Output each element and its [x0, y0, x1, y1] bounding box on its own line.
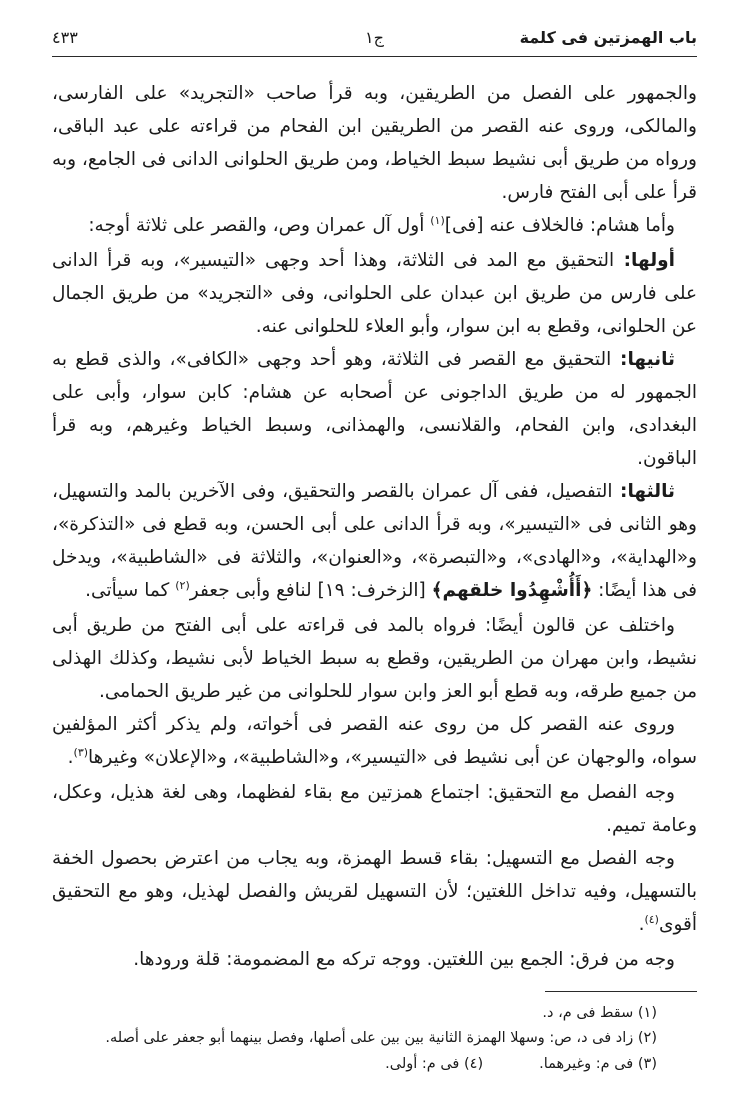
footnote-marker: (٣): [73, 745, 89, 759]
paragraph-text: التحقيق مع المد فى الثلاثة، وهذا أحد وجهى «التيسير»، وبه قرأ الدانى على فارس من طريق ابن عبدان على الحلوانى، وفى «التجريد» من طريق الجمال عن الحلوانى، وقطع به ابن سوار، وأبو العلاء للحلوانى عنه.: [52, 249, 697, 337]
footnote: [539, 1056, 657, 1072]
paragraph-text: وروى عنه القصر كل من روى عنه القصر فى أخواته، ولم يذكر أكثر المؤلفين سواه، والوجهان عن أبى نشيط فى «التيسير»، و«الشاطبية»، و«الإعلان» وغيرها: [52, 713, 697, 768]
footnote-line: [52, 1026, 657, 1052]
paragraph: [52, 842, 697, 943]
footnote-number: (١): [633, 1004, 657, 1021]
paragraph-text: كما سيأتى.: [85, 579, 176, 601]
paragraph: [52, 475, 697, 609]
paragraph-text: وجه الفصل مع التحقيق: اجتماع همزتين مع بقاء لفظهما، وهى لغة هذيل، وعكل، وعامة تميم.: [52, 781, 697, 836]
paragraph-text: واختلف عن قالون أيضًا: فرواه بالمد فى قراءته على أبى الفتح من طريق أبى نشيط، وابن مهران من الطريقين، وقطع به سبط الخياط لأبى نشيط، وكذلك الهذلى من جميع طرقه، وبه قطع أبو العز وابن سوار للحلوانى من غير طريق الحمامى.: [52, 614, 697, 702]
paragraph-text: التحقيق مع القصر فى الثلاثة، وهو أحد وجهى «الكافى»، والذى قطع به الجمهور له من طريق الداجونى عن أصحابه عن هشام: كابن سوار، وأبى على البغدادى، وابن الفحام، والقلانسى، والهمذانى، وسبط الخياط وغيرهم، وبه قرأ الباقون.: [52, 348, 697, 469]
paragraph: [52, 209, 697, 244]
paragraph-text: والجمهور على الفصل من الطريقين، وبه قرأ صاحب «التجريد» على الفارسى، والمالكى، وروى عنه القصر من الطريقين ابن الفحام من قراءته على عبد الباقى، ورواه من طريق أبى نشيط سبط الخياط، ومن طريق الحلوانى الدانى فى الجامع، وبه قرأ على أبى الفتح فارس.: [52, 82, 697, 203]
footnote-text: زاد فى د، ص: وسهلا الهمزة الثانية بين بين على أصلها، وفصل بينهما أبو جعفر على أصله.: [105, 1030, 634, 1047]
footnote-marker: (٢): [175, 578, 190, 592]
body-text: [52, 77, 697, 976]
footnote-separator: [545, 991, 697, 992]
footnote-number: (٤): [459, 1055, 484, 1072]
header-rule: [52, 56, 697, 57]
paragraph-text: .: [638, 913, 645, 935]
paragraph-text: .: [67, 746, 74, 768]
footnote: [385, 1056, 483, 1072]
quran-quote: ﴿أَأُشْهِدُوا خلقهم﴾: [431, 579, 593, 601]
page-number: ٤٣٣: [52, 28, 78, 47]
paragraph-text: وأما هشام: فالخلاف عنه [فى]: [444, 214, 675, 236]
footnote-line: [52, 1052, 657, 1078]
chapter-title: باب الهمزتين فى كلمة: [519, 28, 697, 47]
paragraph: [52, 776, 697, 842]
paragraph-lead: ثانيها:: [611, 348, 676, 370]
footnote-text: فى م: أولى.: [385, 1055, 460, 1072]
paragraph-text: [الزخرف: ١٩] لنافع وأبى جعفر: [189, 579, 432, 601]
paragraph-text: التفصيل، ففى آل عمران بالقصر والتحقيق، وفى الآخرين بالمد والتسهيل، وهو الثانى فى «التيسير»، وبه قرأ الدانى على أبى الحسن، وبه قطع فى «التذكرة»، و«الهداية»، و«الهادى»، و«التبصرة»، و«العنوان»، والثلاثة فى «الشاطبية»، ويدخل فى هذا أيضًا:: [52, 480, 697, 601]
paragraph: [52, 708, 697, 776]
paragraph: [52, 609, 697, 708]
footnote-text: فى م: وغيرهما.: [539, 1055, 634, 1072]
paragraph-text: وجه الفصل مع التسهيل: بقاء قسط الهمزة، وبه يجاب من اعترض بحصول الخفة بالتسهيل، وفيه تداخل اللغتين؛ لأن التسهيل لقريش والفصل لهذيل، وهو مع التحقيق أقوى: [52, 847, 697, 935]
paragraph: [52, 343, 697, 475]
paragraph: [52, 943, 697, 976]
footnote-marker: (٤): [644, 912, 659, 926]
paragraph: [52, 244, 697, 343]
footnote: [542, 1005, 657, 1021]
footnote-marker: (١): [430, 213, 445, 227]
paragraph-text: وجه من فرق: الجمع بين اللغتين. ووجه تركه مع المضمومة: قلة ورودها.: [133, 948, 675, 970]
paragraph-text: أول آل عمران وص، والقصر على ثلاثة أوجه:: [88, 214, 431, 236]
footnote-line: [52, 1001, 657, 1027]
footnote-number: (٣): [633, 1055, 657, 1072]
footnotes: [52, 1001, 697, 1078]
paragraph: [52, 77, 697, 209]
paragraph-lead: أولها:: [614, 249, 675, 271]
footnote-text: سقط فى م، د.: [542, 1004, 634, 1021]
footnote: [105, 1030, 657, 1046]
volume-marker: ج١: [365, 28, 384, 47]
footnote-number: (٢): [633, 1030, 657, 1047]
paragraph-lead: ثالثها:: [612, 480, 675, 502]
page-header: [52, 28, 697, 49]
